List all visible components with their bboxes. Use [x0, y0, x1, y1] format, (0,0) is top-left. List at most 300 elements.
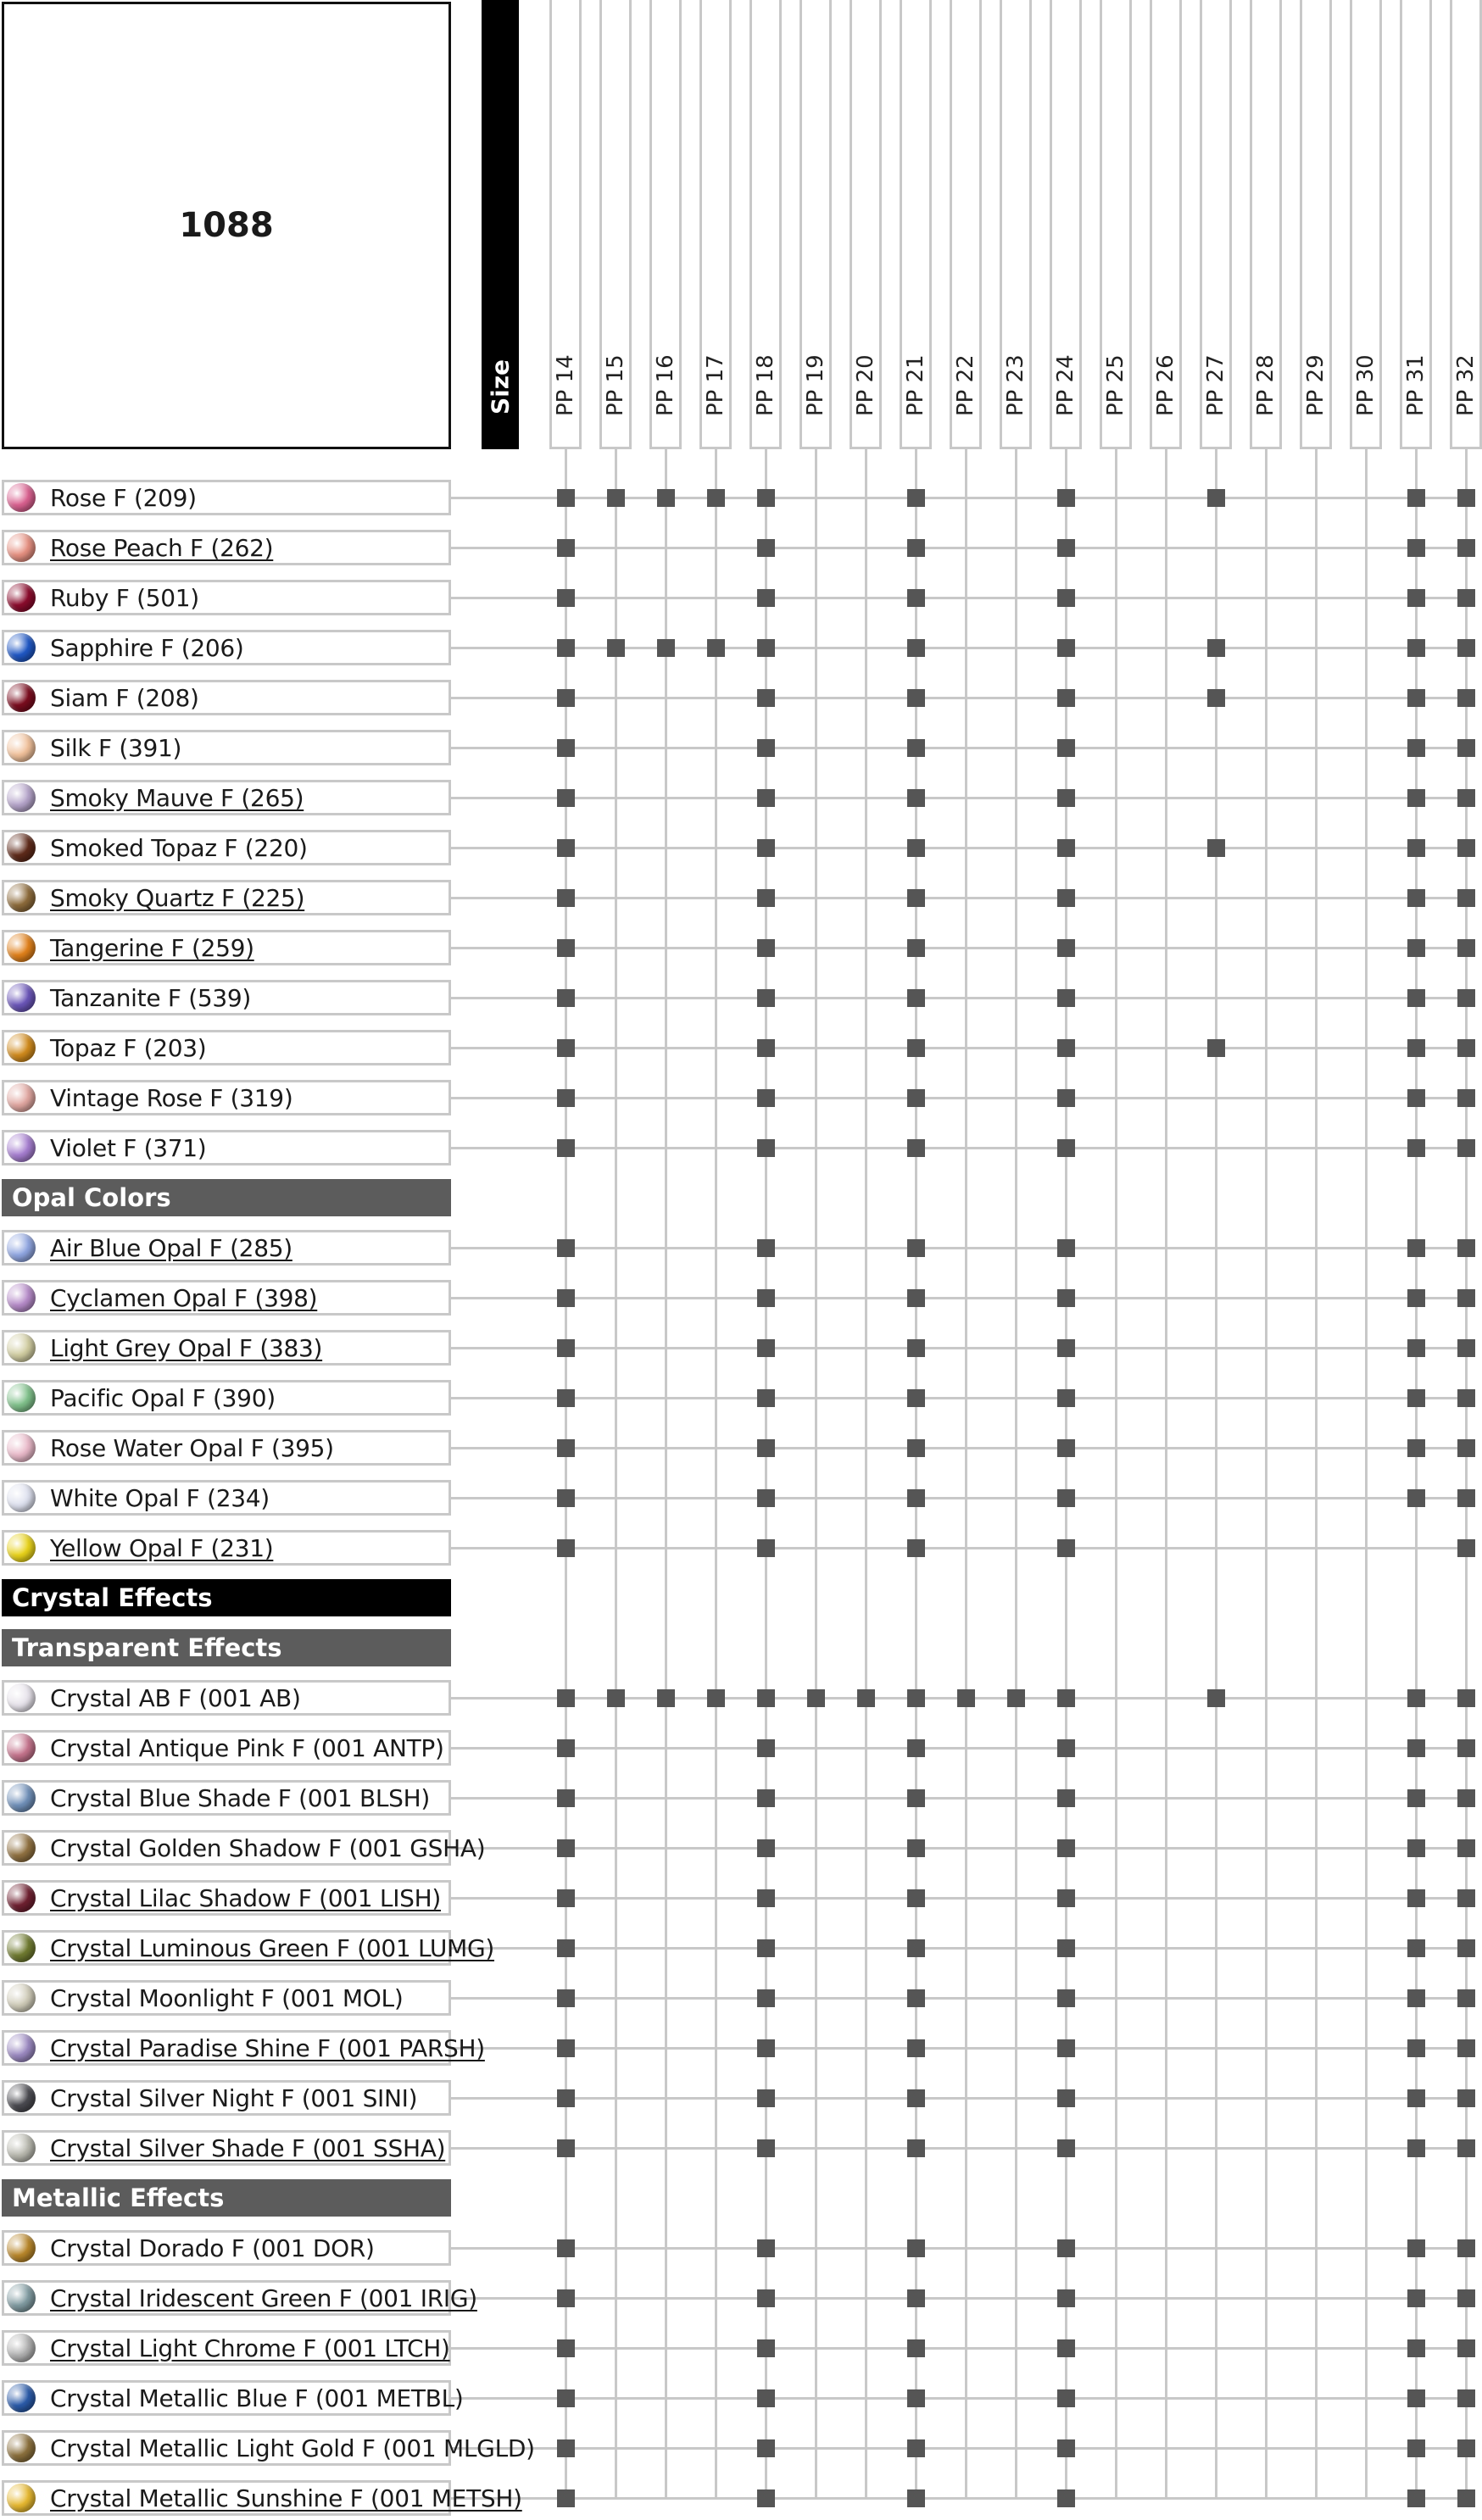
color-name: Vintage Rose F (319): [50, 1083, 293, 1112]
availability-marker: [1057, 1689, 1075, 1707]
size-column-label: PP 18: [753, 354, 778, 416]
availability-marker: [707, 1689, 725, 1707]
availability-marker: [1407, 1239, 1425, 1257]
color-name: Crystal Silver Night F (001 SINI): [50, 2083, 418, 2112]
availability-marker: [1057, 639, 1075, 657]
availability-marker: [1057, 2439, 1075, 2457]
grid-horizontal-line: [451, 547, 1470, 549]
grid-vertical-line: [1265, 449, 1268, 2498]
color-swatch-icon: [7, 883, 36, 912]
color-row[interactable]: [2, 930, 451, 965]
size-column-pp-14: [549, 0, 582, 449]
availability-marker: [1457, 1839, 1475, 1857]
availability-marker: [557, 2239, 575, 2257]
availability-marker: [1457, 739, 1475, 757]
availability-marker: [907, 1089, 925, 1107]
availability-marker: [1057, 1039, 1075, 1057]
availability-marker: [1457, 539, 1475, 557]
color-row: [2, 1830, 486, 1866]
color-name-link[interactable]: Light Grey Opal F (383): [50, 1333, 323, 1362]
color-name-link[interactable]: Crystal Light Chrome F (001 LTCH): [50, 2334, 450, 2362]
availability-marker: [1407, 539, 1425, 557]
grid-horizontal-line: [451, 997, 1470, 999]
color-name-link[interactable]: Tangerine F (259): [50, 933, 254, 962]
color-name-link[interactable]: Rose Peach F (262): [50, 533, 274, 562]
availability-marker: [757, 789, 775, 807]
color-row[interactable]: [2, 2480, 522, 2516]
availability-marker: [1057, 1289, 1075, 1307]
color-row[interactable]: [2, 880, 451, 915]
availability-marker: [907, 2439, 925, 2457]
availability-marker: [557, 2039, 575, 2057]
availability-marker: [907, 1739, 925, 1757]
color-swatch-icon: [7, 1033, 36, 1062]
grid-horizontal-line: [451, 1747, 1470, 1750]
availability-marker: [1457, 2339, 1475, 2357]
size-column-label: PP 25: [1103, 354, 1128, 416]
availability-marker: [557, 689, 575, 707]
availability-marker: [557, 1739, 575, 1757]
color-row[interactable]: [2, 2330, 451, 2366]
grid-vertical-line: [1465, 449, 1468, 2498]
availability-marker: [757, 1389, 775, 1407]
color-swatch-icon: [7, 833, 36, 862]
availability-marker: [1407, 1089, 1425, 1107]
availability-marker: [557, 789, 575, 807]
size-column-label: PP 26: [1153, 354, 1178, 416]
availability-marker: [907, 2089, 925, 2107]
availability-marker: [1457, 1689, 1475, 1707]
grid-horizontal-line: [451, 2347, 1470, 2350]
availability-marker: [1457, 789, 1475, 807]
color-name-link[interactable]: Yellow Opal F (231): [50, 1533, 274, 1562]
availability-marker: [1407, 2139, 1425, 2157]
availability-marker: [1407, 839, 1425, 857]
availability-marker: [757, 1789, 775, 1807]
availability-marker: [907, 1889, 925, 1907]
availability-marker: [757, 1939, 775, 1957]
color-name: Violet F (371): [50, 1133, 207, 1162]
color-row: [2, 580, 451, 615]
availability-marker: [707, 489, 725, 507]
color-name-link[interactable]: Smoky Mauve F (265): [50, 783, 304, 812]
size-column-label: PP 31: [1403, 354, 1429, 416]
availability-marker: [1407, 1989, 1425, 2007]
color-row[interactable]: [2, 2130, 451, 2166]
color-swatch-icon: [7, 1383, 36, 1412]
availability-marker: [1057, 939, 1075, 957]
availability-marker: [907, 2239, 925, 2257]
grid-vertical-line: [1215, 449, 1217, 2498]
availability-marker: [557, 539, 575, 557]
availability-marker: [557, 2289, 575, 2307]
grid-vertical-line: [1315, 449, 1318, 2498]
availability-marker: [1057, 589, 1075, 607]
availability-marker: [1457, 489, 1475, 507]
availability-marker: [557, 1239, 575, 1257]
availability-marker: [557, 1439, 575, 1457]
availability-marker: [1407, 1389, 1425, 1407]
color-row: [2, 1980, 451, 2016]
availability-marker: [757, 989, 775, 1007]
color-row: [2, 2230, 451, 2266]
grid-horizontal-line: [451, 1247, 1470, 1249]
availability-marker: [557, 1989, 575, 2007]
color-swatch-icon: [7, 2384, 36, 2412]
grid-horizontal-line: [451, 1547, 1470, 1549]
grid-horizontal-line: [451, 2247, 1470, 2250]
size-column-label: PP 21: [903, 354, 928, 416]
color-swatch-icon: [7, 1133, 36, 1162]
grid-horizontal-line: [451, 1047, 1470, 1049]
availability-marker: [907, 739, 925, 757]
color-swatch-icon: [7, 1233, 36, 1262]
color-name-link[interactable]: Cyclamen Opal F (398): [50, 1283, 318, 1312]
availability-marker: [1407, 1839, 1425, 1857]
availability-marker: [1407, 1039, 1425, 1057]
availability-marker: [757, 589, 775, 607]
color-swatch-icon: [7, 2083, 36, 2112]
size-column-label: PP 23: [1003, 354, 1028, 416]
size-column-label: PP 28: [1253, 354, 1279, 416]
size-column-label: PP 20: [853, 354, 878, 416]
size-column-pp-26: [1150, 0, 1182, 449]
availability-marker: [1407, 2289, 1425, 2307]
color-swatch-icon: [7, 483, 36, 512]
availability-marker: [1457, 889, 1475, 907]
availability-marker: [1457, 639, 1475, 657]
availability-marker: [907, 1439, 925, 1457]
availability-marker: [907, 1239, 925, 1257]
availability-marker: [907, 839, 925, 857]
availability-marker: [657, 639, 675, 657]
availability-marker: [1057, 2289, 1075, 2307]
color-name-link[interactable]: Crystal Iridescent Green F (001 IRIG): [50, 2284, 477, 2312]
availability-marker: [1007, 1689, 1025, 1707]
availability-marker: [1457, 2139, 1475, 2157]
availability-marker: [1057, 1489, 1075, 1507]
availability-marker: [1057, 1239, 1075, 1257]
color-name: Crystal Blue Shade F (001 BLSH): [50, 1783, 431, 1812]
color-row: [2, 980, 451, 1015]
color-swatch-icon: [7, 1083, 36, 1112]
availability-marker: [1407, 1889, 1425, 1907]
availability-marker: [1457, 2289, 1475, 2307]
availability-marker: [1057, 2339, 1075, 2357]
availability-marker: [907, 1839, 925, 1857]
availability-marker: [1407, 2089, 1425, 2107]
availability-marker: [1457, 1939, 1475, 1957]
color-swatch-icon: [7, 2133, 36, 2162]
availability-marker: [907, 2389, 925, 2407]
availability-marker: [757, 1089, 775, 1107]
grid-horizontal-line: [451, 1397, 1470, 1399]
color-swatch-icon: [7, 533, 36, 562]
color-name: Silk F (391): [50, 733, 182, 762]
availability-marker: [1457, 1489, 1475, 1507]
grid-vertical-line: [1065, 449, 1067, 2498]
color-row[interactable]: [2, 1230, 451, 1266]
availability-marker: [557, 2139, 575, 2157]
size-column-label: PP 29: [1303, 354, 1329, 416]
availability-marker: [907, 1789, 925, 1807]
color-name: Crystal Golden Shadow F (001 GSHA): [50, 1833, 486, 1862]
availability-marker: [557, 2339, 575, 2357]
availability-marker: [1057, 539, 1075, 557]
color-row[interactable]: [2, 1930, 495, 1966]
size-column-pp-20: [850, 0, 882, 449]
grid-horizontal-line: [451, 797, 1470, 799]
grid-vertical-line: [815, 449, 817, 2498]
color-swatch-icon: [7, 633, 36, 662]
grid-horizontal-line: [451, 1347, 1470, 1349]
section-header: Opal Colors: [2, 1179, 451, 1216]
availability-marker: [1457, 589, 1475, 607]
size-column-label: PP 14: [553, 354, 578, 416]
color-name: Crystal AB F (001 AB): [50, 1683, 301, 1712]
size-column-label: PP 27: [1203, 354, 1228, 416]
availability-marker: [1457, 1539, 1475, 1557]
availability-marker: [1057, 2139, 1075, 2157]
grid-horizontal-line: [451, 1447, 1470, 1449]
availability-marker: [1407, 489, 1425, 507]
color-name: Pacific Opal F (390): [50, 1383, 276, 1412]
grid-horizontal-line: [451, 1847, 1470, 1850]
availability-marker: [757, 2489, 775, 2507]
availability-marker: [1407, 1289, 1425, 1307]
availability-marker: [907, 2339, 925, 2357]
availability-marker: [1407, 589, 1425, 607]
availability-marker: [1457, 2089, 1475, 2107]
color-swatch-icon: [7, 983, 36, 1012]
availability-marker: [1457, 2389, 1475, 2407]
availability-marker: [1057, 1139, 1075, 1157]
availability-marker: [1207, 489, 1225, 507]
color-name-link[interactable]: Crystal Silver Shade F (001 SSHA): [50, 2133, 446, 2162]
availability-marker: [557, 1339, 575, 1357]
color-row: [2, 2380, 464, 2416]
availability-marker: [757, 1839, 775, 1857]
color-swatch-icon: [7, 1733, 36, 1762]
color-name: Crystal Metallic Light Gold F (001 MLGLD): [50, 2434, 535, 2462]
availability-marker: [557, 1939, 575, 1957]
section-header: Metallic Effects: [2, 2179, 451, 2217]
color-name: Crystal Dorado F (001 DOR): [50, 2234, 375, 2262]
grid-horizontal-line: [451, 1897, 1470, 1900]
availability-marker: [1407, 1339, 1425, 1357]
product-code-box: [2, 2, 451, 449]
availability-marker: [557, 939, 575, 957]
availability-marker: [1407, 989, 1425, 1007]
color-row[interactable]: [2, 1530, 451, 1566]
availability-marker: [557, 1839, 575, 1857]
color-row[interactable]: [2, 1330, 451, 1366]
color-name-link[interactable]: Smoky Quartz F (225): [50, 883, 305, 912]
availability-marker: [1057, 2489, 1075, 2507]
color-row[interactable]: [2, 780, 451, 815]
availability-marker: [757, 1139, 775, 1157]
color-row: [2, 1780, 451, 1816]
availability-marker: [1457, 1989, 1475, 2007]
availability-marker: [557, 2389, 575, 2407]
color-swatch-icon: [7, 2484, 36, 2512]
availability-marker: [757, 2089, 775, 2107]
color-name: Crystal Metallic Blue F (001 METBL): [50, 2384, 464, 2412]
availability-marker: [1057, 1089, 1075, 1107]
availability-marker: [957, 1689, 975, 1707]
grid-vertical-line: [915, 449, 917, 2498]
grid-vertical-line: [1165, 449, 1167, 2498]
color-row[interactable]: [2, 2280, 477, 2316]
product-code: 1088: [179, 206, 274, 245]
color-name-link[interactable]: Crystal Lilac Shadow F (001 LISH): [50, 1883, 442, 1912]
color-name: White Opal F (234): [50, 1483, 270, 1512]
color-swatch-icon: [7, 1933, 36, 1962]
availability-marker: [557, 1139, 575, 1157]
color-name: Rose F (209): [50, 483, 197, 512]
color-swatch-icon: [7, 2284, 36, 2312]
availability-marker: [1457, 939, 1475, 957]
color-name-link[interactable]: Air Blue Opal F (285): [50, 1233, 292, 1262]
availability-marker: [1057, 889, 1075, 907]
availability-marker: [1057, 2239, 1075, 2257]
grid-horizontal-line: [451, 647, 1470, 649]
color-row: [2, 1080, 451, 1115]
color-name: Sapphire F (206): [50, 633, 244, 662]
color-swatch-icon: [7, 2434, 36, 2462]
color-swatch-icon: [7, 683, 36, 712]
availability-marker: [1457, 2489, 1475, 2507]
availability-marker: [1207, 1689, 1225, 1707]
availability-marker: [557, 1539, 575, 1557]
availability-marker: [557, 739, 575, 757]
availability-marker: [907, 2489, 925, 2507]
size-column-pp-30: [1350, 0, 1382, 449]
color-swatch-icon: [7, 2033, 36, 2062]
availability-marker: [907, 1539, 925, 1557]
color-name: Topaz F (203): [50, 1033, 207, 1062]
availability-marker: [1457, 2239, 1475, 2257]
size-column-pp-27: [1200, 0, 1232, 449]
section-header: Transparent Effects: [2, 1629, 451, 1666]
size-header: [482, 0, 519, 449]
color-row[interactable]: [2, 530, 451, 565]
availability-marker: [557, 1689, 575, 1707]
availability-marker: [1057, 1539, 1075, 1557]
grid-vertical-line: [765, 449, 767, 2498]
availability-marker: [1057, 2039, 1075, 2057]
availability-marker: [1457, 989, 1475, 1007]
availability-marker: [1407, 639, 1425, 657]
size-column-pp-32: [1450, 0, 1482, 449]
availability-marker: [1407, 1489, 1425, 1507]
availability-marker: [557, 1289, 575, 1307]
size-column-pp-29: [1300, 0, 1332, 449]
availability-marker: [757, 689, 775, 707]
grid-vertical-line: [565, 449, 567, 2498]
color-row: [2, 2430, 535, 2466]
grid-horizontal-line: [451, 1297, 1470, 1299]
availability-marker: [907, 689, 925, 707]
availability-marker: [907, 1489, 925, 1507]
availability-marker: [557, 639, 575, 657]
color-swatch-icon: [7, 1683, 36, 1712]
grid-horizontal-line: [451, 2097, 1470, 2100]
availability-marker: [557, 1089, 575, 1107]
availability-marker: [757, 1289, 775, 1307]
availability-marker: [1057, 739, 1075, 757]
color-name: Crystal Antique Pink F (001 ANTP): [50, 1733, 444, 1762]
size-column-pp-15: [599, 0, 632, 449]
availability-marker: [757, 1039, 775, 1057]
grid-horizontal-line: [451, 1497, 1470, 1499]
color-row[interactable]: [2, 1280, 451, 1316]
color-swatch-icon: [7, 1283, 36, 1312]
size-column-label: PP 22: [953, 354, 978, 416]
size-column-pp-22: [950, 0, 982, 449]
color-row: [2, 1380, 451, 1416]
color-row: [2, 1680, 451, 1716]
color-name-link[interactable]: Crystal Paradise Shine F (001 PARSH): [50, 2033, 485, 2062]
availability-marker: [557, 2439, 575, 2457]
size-label: Size: [486, 359, 515, 414]
availability-marker: [1457, 1889, 1475, 1907]
availability-marker: [1457, 1089, 1475, 1107]
availability-marker: [757, 1239, 775, 1257]
color-row[interactable]: [2, 1880, 451, 1916]
availability-marker: [757, 1339, 775, 1357]
availability-marker: [1407, 889, 1425, 907]
color-row: [2, 1430, 451, 1466]
color-row: [2, 1480, 451, 1516]
grid-horizontal-line: [451, 847, 1470, 849]
availability-marker: [907, 1389, 925, 1407]
availability-marker: [1457, 689, 1475, 707]
availability-marker: [1457, 1789, 1475, 1807]
availability-marker: [607, 1689, 625, 1707]
grid-vertical-line: [715, 449, 717, 2498]
color-swatch-icon: [7, 1983, 36, 2012]
availability-marker: [1457, 1339, 1475, 1357]
availability-marker: [1057, 1989, 1075, 2007]
color-name-link[interactable]: Crystal Luminous Green F (001 LUMG): [50, 1933, 495, 1962]
grid-vertical-line: [665, 449, 667, 2498]
availability-marker: [1057, 1889, 1075, 1907]
color-name: Siam F (208): [50, 683, 199, 712]
color-row[interactable]: [2, 2030, 485, 2066]
size-column-pp-19: [800, 0, 832, 449]
color-name-link[interactable]: Crystal Metallic Sunshine F (001 METSH): [50, 2484, 522, 2512]
availability-marker: [1407, 2439, 1425, 2457]
availability-marker: [1457, 2439, 1475, 2457]
availability-marker: [1457, 1039, 1475, 1057]
availability-marker: [907, 2289, 925, 2307]
grid-horizontal-line: [451, 1797, 1470, 1800]
availability-marker: [1057, 1439, 1075, 1457]
availability-marker: [557, 1039, 575, 1057]
color-name: Smoked Topaz F (220): [50, 833, 308, 862]
size-column-pp-28: [1250, 0, 1282, 449]
availability-marker: [557, 2489, 575, 2507]
availability-marker: [907, 989, 925, 1007]
availability-marker: [907, 2139, 925, 2157]
color-row: [2, 1130, 451, 1165]
availability-marker: [1407, 939, 1425, 957]
grid-horizontal-line: [451, 2297, 1470, 2300]
availability-marker: [1457, 839, 1475, 857]
grid-horizontal-line: [451, 2447, 1470, 2450]
size-column-label: PP 24: [1053, 354, 1078, 416]
